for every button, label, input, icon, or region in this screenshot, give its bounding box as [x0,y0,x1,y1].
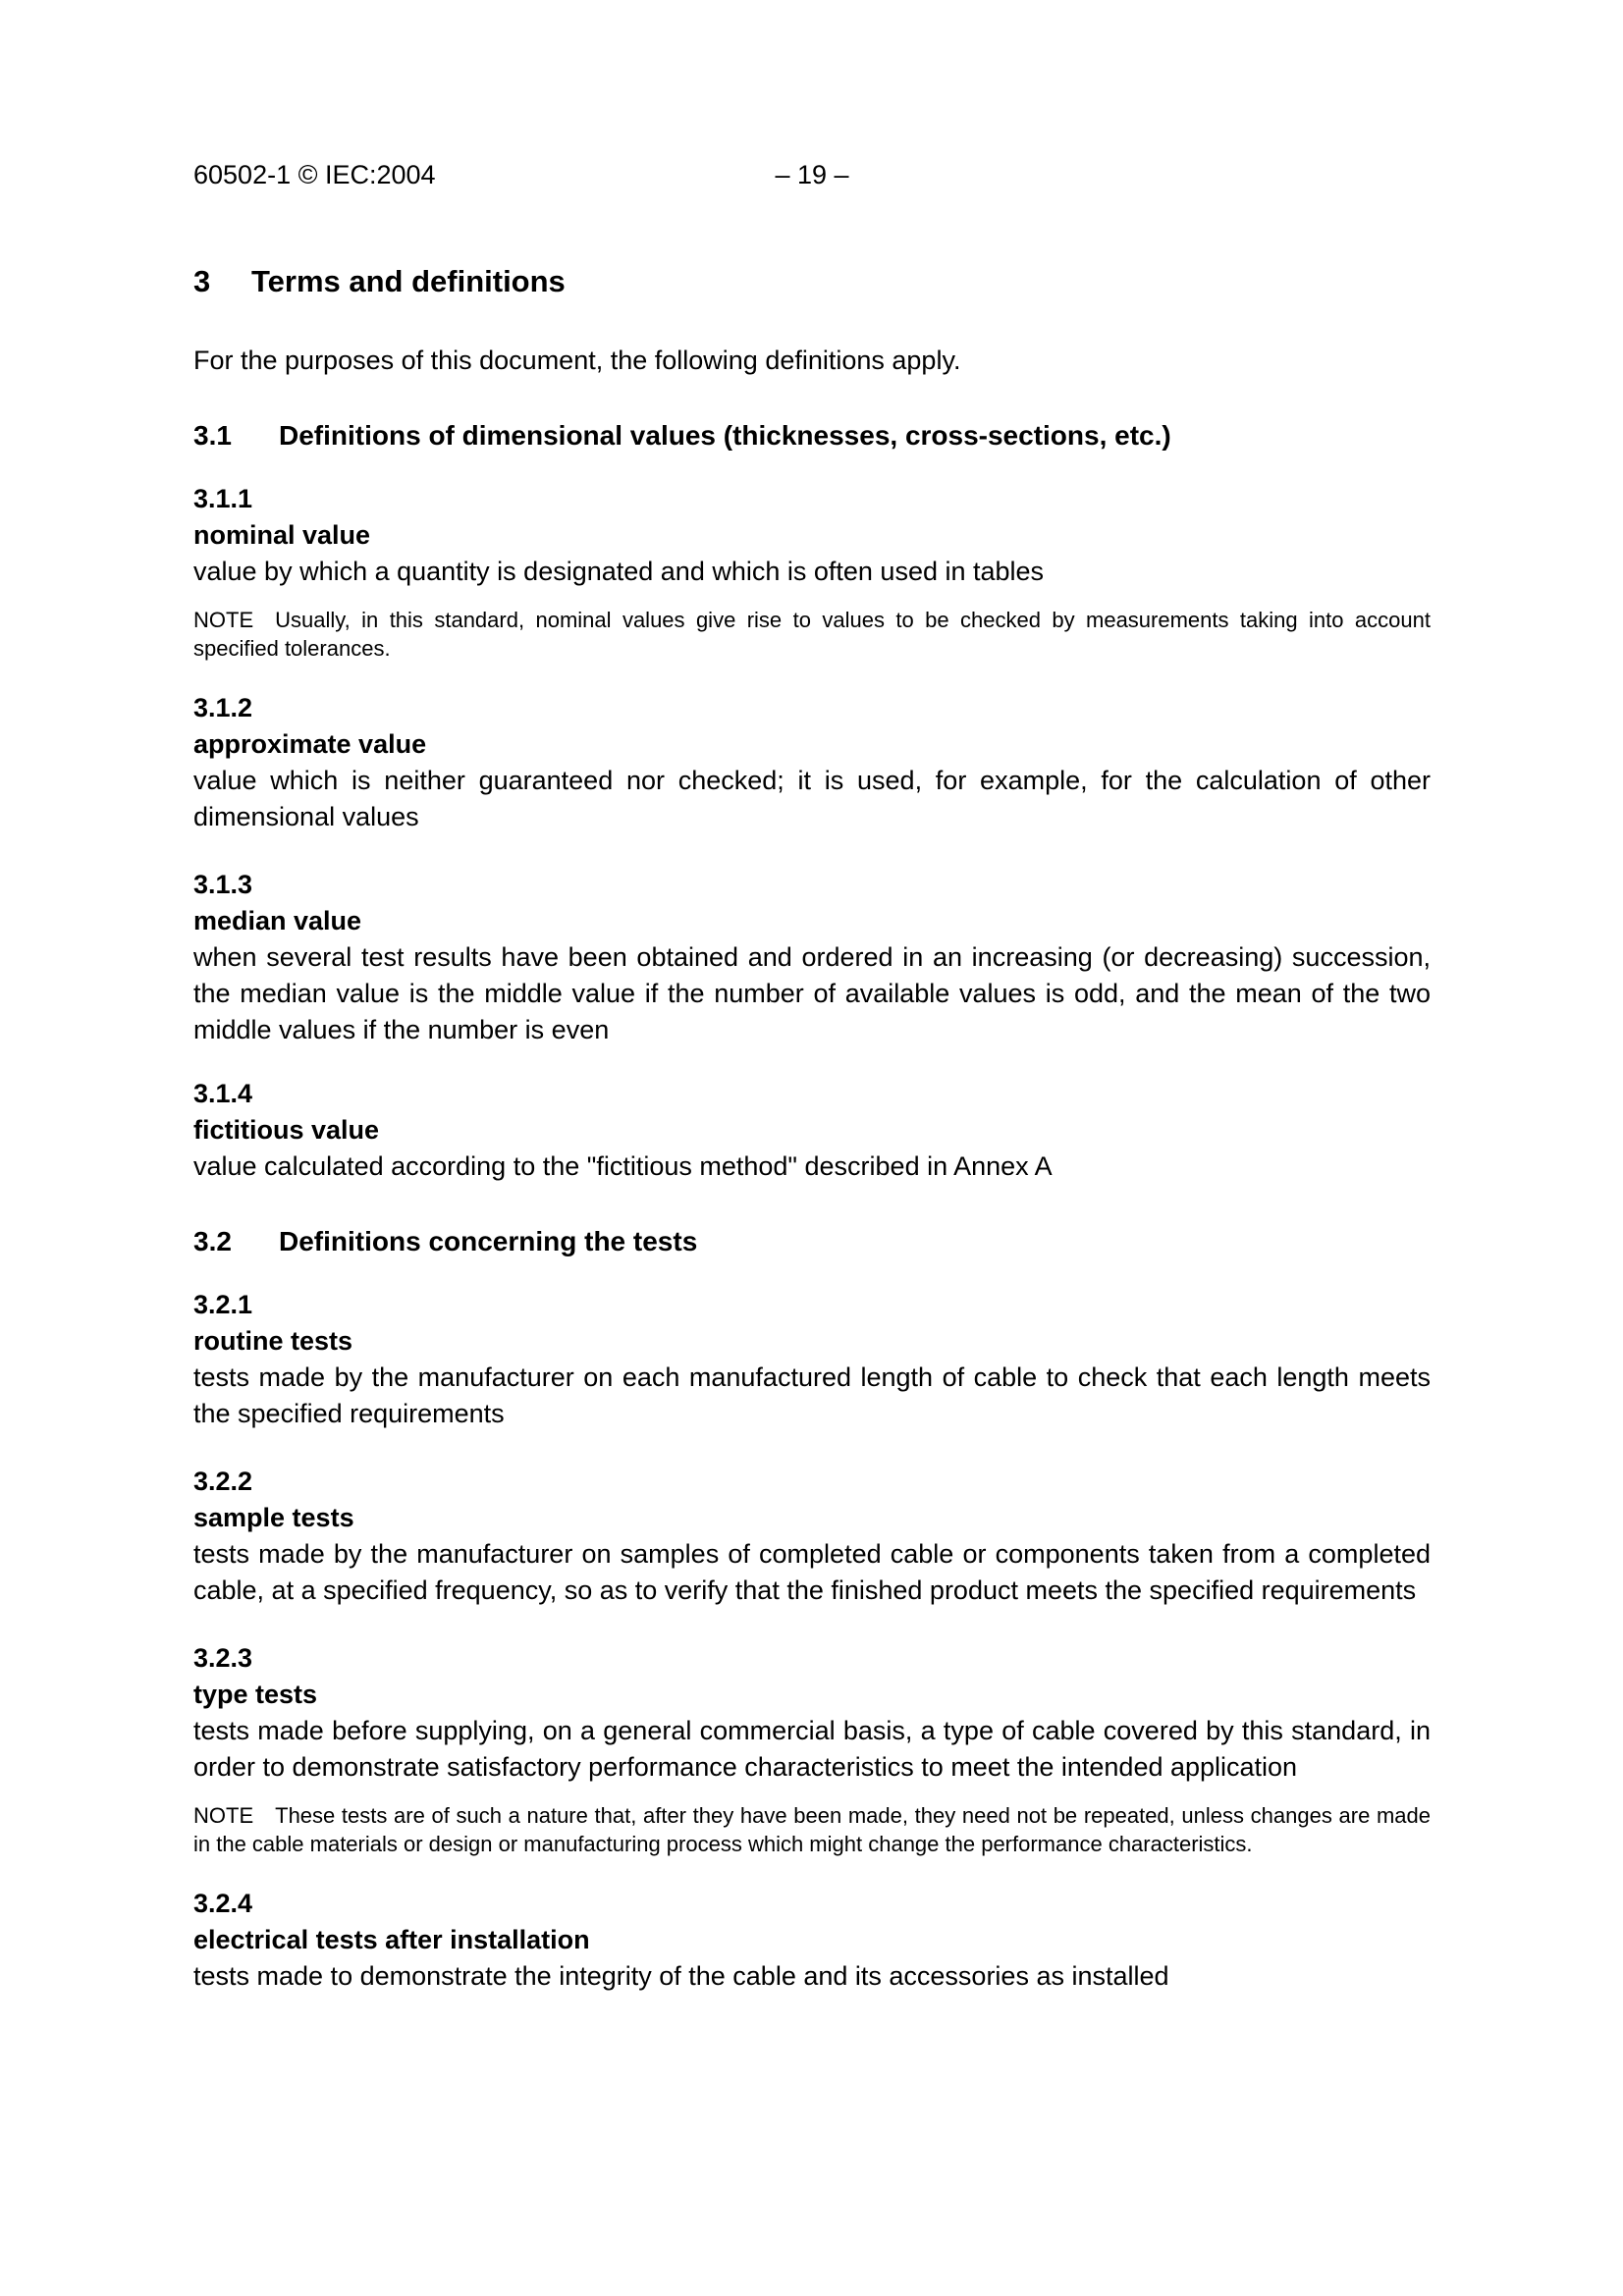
term-entry-3-2-3 [193,1640,1431,1858]
term-entry-3-1-3 [193,867,1431,1048]
subsection-title: Definitions concerning the tests [279,1226,698,1256]
term-number: 3.2.2 [193,1467,253,1496]
note-label: NOTE [193,608,254,632]
term-name: median value [193,906,362,935]
term-number: 3.1.2 [193,693,253,722]
note-paragraph [193,606,1431,663]
term-definition: tests made by the manufacturer on each manufactured length of cable to check that each length meets the specified requirements [193,1362,1431,1428]
term-name: routine tests [193,1326,353,1356]
term-definition: when several test results have been obtained and ordered in an increasing (or decreasing) succession, the median value is the middle value if the number of available values is odd, and the mean of the two middle values if the number is even [193,942,1431,1044]
term-entry-3-2-1 [193,1287,1431,1432]
subsection-number: 3.2 [193,1226,232,1256]
term-name: electrical tests after installation [193,1925,590,1954]
document-reference: 60502-1 © IEC:2004 [193,160,436,189]
term-entry-3-1-1 [193,481,1431,663]
term-definition: tests made before supplying, on a general commercial basis, a type of cable covered by this standard, in order to demonstrate satisfactory performance characteristics to meet the intended application [193,1716,1431,1782]
term-name: fictitious value [193,1115,380,1145]
term-name: type tests [193,1680,318,1709]
note-label: NOTE [193,1803,254,1828]
note-paragraph [193,1801,1431,1858]
term-entry-3-1-4 [193,1076,1431,1185]
term-number: 3.1.4 [193,1079,253,1108]
term-name: nominal value [193,520,371,550]
term-definition: value calculated according to the "fictitious method" described in Annex A [193,1151,1053,1181]
term-number: 3.2.3 [193,1643,253,1673]
term-definition: tests made by the manufacturer on samples of completed cable or components taken from a completed cable, at a specified frequency, so as to verify that the finished product meets the specified requirements [193,1539,1431,1605]
term-number: 3.1.3 [193,870,253,899]
intro-paragraph: For the purposes of this document, the following definitions apply. [193,346,961,375]
clause-title: Terms and definitions [251,264,566,298]
term-name: approximate value [193,729,427,759]
subsection-title: Definitions of dimensional values (thicknesses, cross-sections, etc.) [279,420,1171,451]
term-entry-3-1-2 [193,690,1431,835]
term-entry-3-2-2 [193,1464,1431,1609]
note-text: These tests are of such a nature that, after they have been made, they need not be repeated, unless changes are made in the cable materials or design or manufacturing process which might change the performance characteristics. [193,1803,1431,1856]
term-definition: tests made to demonstrate the integrity of the cable and its accessories as installed [193,1961,1169,1991]
term-number: 3.2.1 [193,1290,253,1319]
subsection-number: 3.1 [193,420,232,451]
term-definition: value by which a quantity is designated and which is often used in tables [193,557,1045,586]
term-definition: value which is neither guaranteed nor checked; it is used, for example, for the calculation of other dimensional values [193,766,1431,831]
term-name: sample tests [193,1503,354,1532]
term-number: 3.1.1 [193,484,253,513]
subsection-heading-3-2 [193,1224,1431,1259]
term-entry-3-2-4 [193,1886,1431,1995]
clause-number: 3 [193,264,211,298]
page-number: – 19 – [775,160,849,189]
term-number: 3.2.4 [193,1889,253,1918]
page-header [193,157,1431,193]
note-text: Usually, in this standard, nominal values give rise to values to be checked by measurements taking into account specified tolerances. [193,608,1431,661]
clause-heading [193,264,1431,299]
subsection-heading-3-1 [193,418,1431,454]
